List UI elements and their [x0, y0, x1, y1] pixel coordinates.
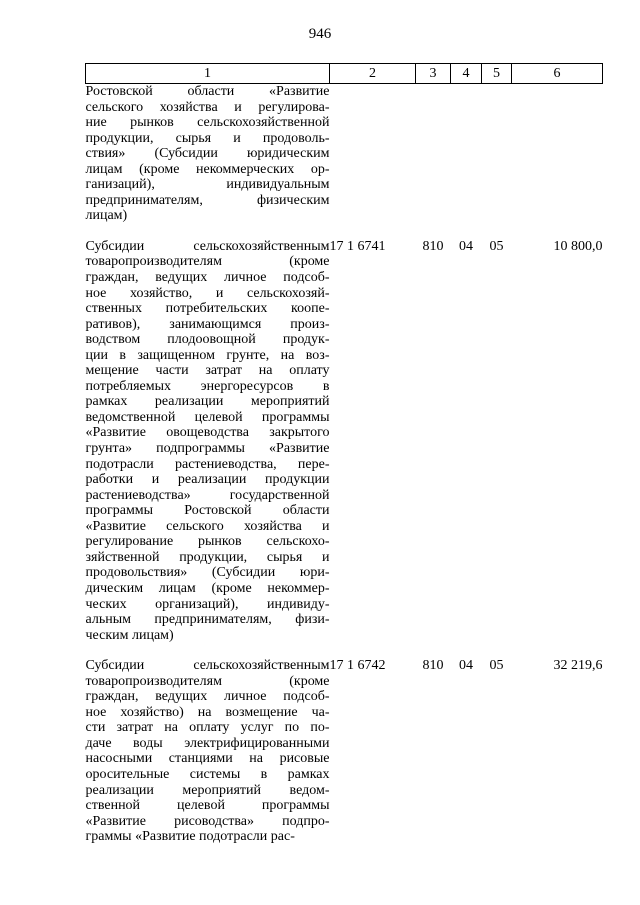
description-line: ции в защищенном грунте, на воз-	[85, 347, 330, 363]
section-code: 04	[459, 238, 473, 254]
column-header-3: 3	[416, 64, 451, 84]
description-line: предпринимателям, физическим	[85, 192, 330, 208]
description-line: растениеводства» государственной	[85, 487, 330, 503]
amount-value: 10 800,0	[553, 238, 603, 254]
description-line: продовольствия» (Субсидии юри-	[85, 565, 330, 581]
description-line: ственной целевой программы	[85, 798, 330, 814]
description-line: «Развитие сельского хозяйства и	[85, 518, 330, 534]
column-header-6: 6	[512, 64, 603, 84]
subsection-code: 05	[489, 238, 504, 254]
description-line: лицам)	[85, 208, 128, 224]
description-line: рамках реализации мероприятий	[85, 394, 330, 410]
description-line: Субсидии сельскохозяйственным	[85, 658, 330, 674]
description-line: зяйственной продукции, сырья и	[85, 549, 330, 565]
budget-table	[85, 63, 603, 845]
target-article-code: 17 1 6742	[329, 658, 386, 674]
column-header-2: 2	[330, 64, 416, 84]
subsection-code: 05	[489, 658, 504, 674]
page-number: 946	[308, 26, 332, 42]
description-line: ственных потребительских коопе-	[85, 301, 330, 317]
column-number-header-row	[86, 64, 603, 84]
column-header-1: 1	[86, 64, 330, 84]
row-spacer-cell	[86, 224, 603, 239]
row-description	[86, 658, 330, 845]
target-article-code	[330, 84, 416, 224]
description-line: регулирование рынков сельскохо-	[85, 534, 330, 550]
description-line: ведомственной целевой программы	[85, 409, 330, 425]
description-line: товаропроизводителям (кроме	[85, 254, 330, 270]
description-line: сти затрат на оплату услуг по по-	[85, 720, 330, 736]
table-row	[86, 239, 603, 643]
description-line: ствия» (Субсидии юридическим	[85, 146, 330, 162]
description-line: граждан, ведущих личное подсоб-	[85, 689, 330, 705]
description-line: ческим лицам)	[85, 627, 174, 643]
section-code: 04	[459, 658, 473, 674]
amount-value	[512, 84, 603, 224]
table-row	[86, 84, 603, 224]
description-line: граммы «Развитие подотрасли рас-	[85, 829, 295, 845]
description-line: альным предпринимателям, физи-	[85, 612, 330, 628]
column-header-5: 5	[482, 64, 512, 84]
description-line: ганизаций), индивидуальным	[85, 177, 330, 193]
row-description	[86, 84, 330, 224]
column-header-4: 4	[451, 64, 482, 84]
row-spacer	[86, 643, 603, 658]
description-line: ративов), занимающимся произ-	[85, 316, 330, 332]
description-line: дическим лицам (кроме некоммер-	[85, 580, 330, 596]
description-line: граждан, ведущих личное подсоб-	[85, 270, 330, 286]
section-code	[451, 84, 482, 224]
row-description	[86, 239, 330, 643]
description-line: Субсидии сельскохозяйственным	[85, 238, 330, 254]
description-line: водством плодоовощной продук-	[85, 332, 330, 348]
description-line: ние рынков сельскохозяйственной	[85, 115, 330, 131]
row-spacer-cell	[86, 643, 603, 658]
description-line: лицам (кроме некоммерческих ор-	[85, 161, 330, 177]
description-line: «Развитие овощеводства закрытого	[85, 425, 330, 441]
description-line: потребляемых энергоресурсов в	[85, 378, 330, 394]
description-line: «Развитие рисоводства» подпро-	[85, 813, 330, 829]
expense-type-code: 810	[422, 238, 444, 254]
expense-type-code	[416, 84, 451, 224]
description-line: работки и реализации продукции	[85, 472, 330, 488]
description-line: грунта» подпрограммы «Развитие	[85, 441, 330, 457]
table-body	[86, 84, 603, 845]
description-line: Ростовской области «Развитие	[85, 84, 330, 99]
description-line: мещение части затрат на оплату	[85, 363, 330, 379]
amount-value: 32 219,6	[553, 658, 603, 674]
description-line: ческих организаций), индивиду-	[85, 596, 330, 612]
description-line: продукции, сырья и продоволь-	[85, 130, 330, 146]
subsection-code	[482, 84, 512, 224]
description-line: реализации мероприятий ведом-	[85, 782, 330, 798]
description-line: даче воды электрифицированными	[85, 735, 330, 751]
description-line: товаропроизводителям (кроме	[85, 673, 330, 689]
description-line: подотрасли растениеводства, пере-	[85, 456, 330, 472]
row-spacer	[86, 224, 603, 239]
table-row	[86, 658, 603, 845]
expense-type-code: 810	[422, 658, 444, 674]
target-article-code: 17 1 6741	[329, 238, 386, 254]
description-line: насосными станциями на рисовые	[85, 751, 330, 767]
description-line: программы Ростовской области	[85, 503, 330, 519]
description-line: ное хозяйство, и сельскохозяй-	[85, 285, 330, 301]
description-line: ное хозяйство) на возмещение ча-	[85, 704, 330, 720]
description-line: оросительные системы в рамках	[85, 766, 330, 782]
description-line: сельского хозяйства и регулирова-	[85, 99, 330, 115]
